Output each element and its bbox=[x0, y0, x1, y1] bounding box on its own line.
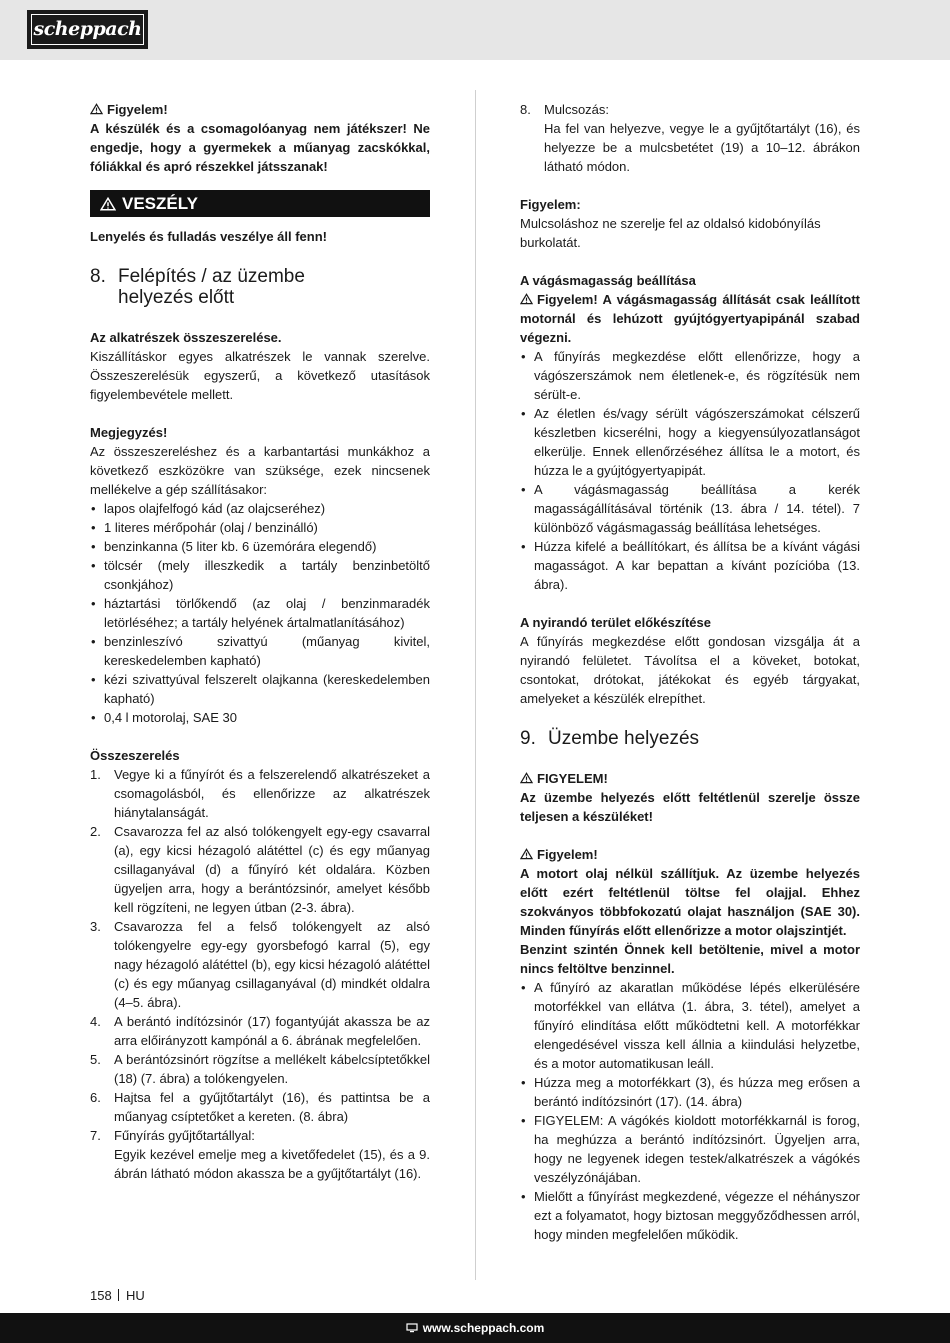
list-item: • benzinleszívó szivattyú (műanyag kivitel, kereskedelemben kapható) bbox=[90, 632, 430, 670]
list-item: • Mielőtt a fűnyírást megkezdené, végezze el néhányszor ezt a folyamatot, hogy biztosan meggyőződhessen arról, hogy minden megfelelően működik. bbox=[520, 1187, 860, 1244]
warning-oil-body: A motort olaj nélkül szállítjuk. Az üzembe helyezés előtt ezért feltétlenül töltse fel olajjal. Ehhez szokványos többfokozatú olajat használjon (SAE 30). Minden fűnyírás előtt ellenőrizze a motor olajszintjét. bbox=[520, 866, 860, 938]
danger-label: VESZÉLY bbox=[122, 194, 198, 213]
list-item: • tölcsér (mely illeszkedik a tartály benzinbetöltő csonkjához) bbox=[90, 556, 430, 594]
list-item: • 0,4 l motorolaj, SAE 30 bbox=[90, 708, 430, 727]
list-item: • benzinkanna (5 liter kb. 6 üzemórára elegendő) bbox=[90, 537, 430, 556]
warning-caps-title: FIGYELEM! bbox=[520, 769, 860, 788]
monitor-icon bbox=[406, 1323, 418, 1333]
danger-triangle-icon bbox=[100, 197, 116, 211]
warning-toys bbox=[90, 100, 430, 176]
list-item: 6. Hajtsa fel a gyűjtőtartályt (16), és pattintsa be a műanyag csíptetőket a kereten. (8. ábra) bbox=[90, 1090, 430, 1124]
list-item: • A fűnyíró az akaratlan működése lépés elkerülésére motorfékkel van ellátva (1. ábra, 3. tétel), amelyet a fűnyíró elindítása előtt működtetni kell. A motorfékkar elengedésével vissza kell állnia a kiindulási helyzetbe, és a motor automatikusan leáll. bbox=[520, 978, 860, 1073]
cut-height-list bbox=[520, 347, 860, 594]
list-item: • 1 literes mérőpohár (olaj / benzinálló) bbox=[90, 518, 430, 537]
warning-body: A készülék és a csomagolóanyag nem játékszer! Ne engedje, hogy a gyermekek a műanyag zacskókkal, fóliákkal és apró részekkel játsszanak! bbox=[90, 121, 430, 174]
list-item: • kézi szivattyúval felszerelt olajkanna (kereskedelemben kapható) bbox=[90, 670, 430, 708]
section-9-number: 9. bbox=[520, 728, 536, 749]
list-item: • Húzza meg a motorfékkart (3), és húzza meg erősen a berántó indítózsinórt (17). (14. ábra) bbox=[520, 1073, 860, 1111]
parts-text: Kiszállításkor egyes alkatrészek le vannak szerelve. Összeszerelésük egyszerű, a következő utasítások figyelembevétele mellett. bbox=[90, 349, 430, 402]
section-8-number: 8. bbox=[90, 266, 106, 287]
warning-oil-title: Figyelem! bbox=[520, 845, 860, 864]
area-prep-heading: A nyirandó terület előkészítése bbox=[520, 615, 711, 630]
brand-logo-text: scheppach bbox=[31, 14, 144, 45]
warning-triangle-icon bbox=[520, 772, 533, 784]
page-number: 158 HU bbox=[90, 1288, 145, 1303]
cut-height-heading: A vágásmagasság beállítása bbox=[520, 273, 696, 288]
right-column bbox=[520, 100, 860, 1244]
note-heading: Megjegyzés! bbox=[90, 425, 168, 440]
warning-title: Figyelem! bbox=[107, 102, 168, 117]
mulching-text: Ha fel van helyezve, vegye le a gyűjtőtartályt (16), és helyezze be a mulcsbetétet (19) a 10–12. ábrákon látható módon. bbox=[544, 121, 860, 174]
footer-bar bbox=[0, 1313, 950, 1343]
list-item: 2. Csavarozza fel az alsó tolókengyelt egy-egy csavarral (a), egy kicsi hézagoló alátéttel (c) és egy műanyag csillaganyával (d) a fűnyíró két oldalára. Közben ügyeljen arra, hogy a berántózsinór, amelyet később kell rögzíteni, ne legyen útban (2-3. ábra). bbox=[90, 824, 430, 915]
warning-triangle-icon bbox=[520, 293, 533, 305]
section-8-heading bbox=[90, 266, 430, 308]
area-prep-text: A fűnyírás megkezdése előtt gondosan vizsgálja át a nyirandó felületet. Távolítsa el a köveket, botokat, csontokat, drótokat, játékokat és egyéb tárgyakat, amelyeket a készülék elrepíthet. bbox=[520, 634, 860, 706]
mulch-note-text: Mulcsoláshoz ne szerelje fel az oldalsó kidobónyílás burkolatát. bbox=[520, 216, 821, 250]
header-bar bbox=[0, 0, 950, 60]
list-item: • lapos olajfelfogó kád (az olajcseréhez) bbox=[90, 499, 430, 518]
mulch-note-heading: Figyelem: bbox=[520, 197, 581, 212]
brand-logo[interactable] bbox=[27, 10, 148, 49]
website-link[interactable]: www.scheppach.com bbox=[422, 1320, 545, 1335]
danger-text: Lenyelés és fulladás veszélye áll fenn! bbox=[90, 229, 328, 244]
list-item: 1. Vegye ki a fűnyírót és a felszerelendő alkatrészeket a csomagolásból, és ellenőrizze az alkatrészek hiánytalanságát. bbox=[90, 767, 430, 820]
section-9-title: Üzembe helyezés bbox=[548, 728, 700, 749]
warning-triangle-icon bbox=[90, 103, 103, 115]
section-9-heading bbox=[520, 728, 860, 749]
list-item: • FIGYELEM: A vágókés kioldott motorfékkarnál is forog, ha meghúzza a berántó indítózsinórt. Ügyeljen arra, hogy ne legyenek idegen testek/alkatrészek a vágókés veszélyzónájában. bbox=[520, 1111, 860, 1187]
danger-banner bbox=[90, 190, 430, 217]
section-8-title-line2: helyezés előtt bbox=[118, 287, 235, 308]
section-8-title-line1: Felépítés / az üzembe bbox=[118, 266, 305, 287]
warning-caps-body: Az üzembe helyezés előtt feltétlenül szerelje össze teljesen a készüléket! bbox=[520, 790, 860, 824]
parts-heading: Az alkatrészek összeszerelése. bbox=[90, 330, 282, 345]
left-column bbox=[90, 100, 430, 1183]
assembly-steps bbox=[90, 765, 430, 1183]
list-item: • A vágásmagasság beállítása a kerék magasságállításával történik (13. ábra / 14. tétel). 7 különböző vágásmagasság beállítása lehetséges. bbox=[520, 480, 860, 537]
step-8-mulching: 8. Mulcsozás: Ha fel van helyezve, vegye le a gyűjtőtartályt (16), és helyezze be a mulcsbetétet (19) a 10–12. ábrákon látható módon. bbox=[520, 102, 860, 174]
list-item: • háztartási törlőkendő (az olaj / benzinmaradék letörléséhez; a tartály helyének ártalmatlanításához) bbox=[90, 594, 430, 632]
cut-height-warning: Figyelem! A vágásmagasság állítását csak leállított motornál és lehúzott gyújtógyertyapipánál szabad végezni. bbox=[520, 292, 860, 345]
list-item: 4. A berántó indítózsinór (17) fogantyúját akassza be az arra előirányzott kampónál a 6. ábrának megfelelően. bbox=[90, 1014, 430, 1048]
note-text: Az összeszereléshez és a karbantartási munkákhoz a következő eszközökre van szüksége, ezek nincsenek mellékelve a gép szállításakor: bbox=[90, 444, 430, 497]
mulching-title: Mulcsozás: bbox=[544, 102, 610, 117]
list-item: • Az életlen és/vagy sérült vágószerszámokat célszerű készletben kicserélni, hogy a kiegyensúlyozatlanságot elkerülje. Ennek ellenőrzéséhez állítsa le a motort, és húzza le a gyújtógyertyapipát. bbox=[520, 404, 860, 480]
assembly-heading: Összeszerelés bbox=[90, 748, 180, 763]
list-item: • A fűnyírás megkezdése előtt ellenőrizze, hogy a vágószerszámok nem életlenek-e, és rögzítésük nem sérült-e. bbox=[520, 347, 860, 404]
list-item: 5. A berántózsinórt rögzítse a mellékelt kábelcsíptetőkkel (18) (7. ábra) a tolókengyelen. bbox=[90, 1052, 430, 1086]
list-item: 3. Csavarozza fel a felső tolókengyelt az alsó tolókengyelre egy-egy gyorsbefogó karral (5), egy nagy hézagoló alátéttel (b), egy kicsi hézagoló alátéttel (c) és egy műanyag csillaganyával (d) mindkét oldalra (4–5. ábra). bbox=[90, 919, 430, 1010]
list-item: • Húzza kifelé a beállítókart, és állítsa be a kívánt vágási magasságot. A kar bepattan a kívánt pozícióba (13. ábra). bbox=[520, 537, 860, 594]
warning-triangle-icon bbox=[520, 848, 533, 860]
tools-list bbox=[90, 499, 430, 727]
warning-fuel-body: Benzint szintén Önnek kell betöltenie, mivel a motor nincs feltöltve benzinnel. bbox=[520, 942, 860, 976]
column-divider bbox=[475, 90, 476, 1280]
operation-list bbox=[520, 978, 860, 1244]
list-item: 7. Fűnyírás gyűjtőtartállyal: Egyik kezével emelje meg a kivetőfedelet (15), és a 9. ábrán látható módon akassza be a gyűjtőtartályt (16). bbox=[90, 1128, 430, 1181]
